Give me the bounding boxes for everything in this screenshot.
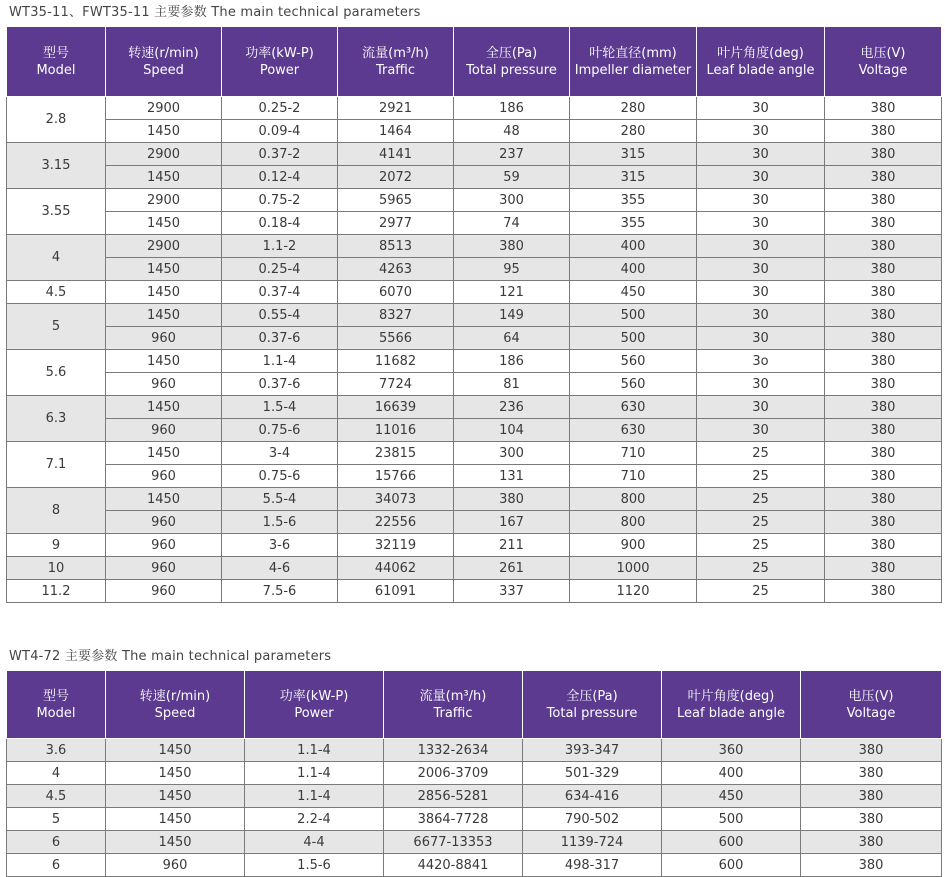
table-cell: 5.5-4: [222, 488, 338, 511]
table-cell: 1.1-4: [245, 739, 384, 762]
table-cell: 380: [825, 465, 942, 488]
table-row: [7, 557, 942, 580]
table-cell: 380: [825, 143, 942, 166]
table-cell: 1450: [106, 808, 245, 831]
table-row: [7, 511, 942, 534]
table-cell: 450: [662, 785, 801, 808]
table-cell: 1120: [570, 580, 697, 603]
table-cell: 800: [570, 511, 697, 534]
table-cell: 380: [801, 854, 942, 877]
table-row: [7, 327, 942, 350]
table-cell: 30: [697, 235, 825, 258]
table-cell: 25: [697, 488, 825, 511]
header-cell: [454, 27, 570, 97]
table-cell: 30: [697, 212, 825, 235]
table-cell: 167: [454, 511, 570, 534]
table-cell: 500: [662, 808, 801, 831]
table-cell: 380: [825, 258, 942, 281]
table-cell: 131: [454, 465, 570, 488]
table-cell: 2900: [106, 143, 222, 166]
table-cell: 0.37-6: [222, 373, 338, 396]
table-row: [7, 831, 942, 854]
table-cell: 380: [454, 235, 570, 258]
table-cell: 400: [662, 762, 801, 785]
table-cell: 380: [825, 235, 942, 258]
table-cell: 630: [570, 419, 697, 442]
table-row: [7, 785, 942, 808]
table-cell: 380: [825, 373, 942, 396]
header-en-label: Impeller diameter: [574, 62, 692, 78]
table-cell: 25: [697, 442, 825, 465]
table-cell: 186: [454, 97, 570, 120]
model-cell: 4: [7, 235, 106, 281]
table-cell: 0.18-4: [222, 212, 338, 235]
table-cell: 2900: [106, 189, 222, 212]
model-cell: 9: [7, 534, 106, 557]
table-cell: 30: [697, 281, 825, 304]
table-cell: 23815: [338, 442, 454, 465]
table-cell: 1450: [106, 281, 222, 304]
header-cell: [106, 671, 245, 739]
table-cell: 6: [7, 831, 106, 854]
table-cell: 4-6: [222, 557, 338, 580]
table-cell: 2977: [338, 212, 454, 235]
table-cell: 8327: [338, 304, 454, 327]
table-cell: 25: [697, 557, 825, 580]
table-cell: 315: [570, 166, 697, 189]
model-cell: 5.6: [7, 350, 106, 396]
table-cell: 0.75-6: [222, 419, 338, 442]
table-row: [7, 166, 942, 189]
table1-caption: WT35-11、FWT35-11 主要参数 The main technical parameters: [9, 5, 421, 20]
table-cell: 1.1-4: [245, 762, 384, 785]
table-cell: 710: [570, 442, 697, 465]
table-cell: 211: [454, 534, 570, 557]
header-en-label: Traffic: [375, 62, 416, 78]
table-cell: 3-6: [222, 534, 338, 557]
header-cn-label: 流量(m³/h): [362, 45, 429, 61]
table-cell: 1450: [106, 166, 222, 189]
table-cell: 149: [454, 304, 570, 327]
table-row: [7, 762, 942, 785]
table-cell: 600: [662, 854, 801, 877]
table-row: [7, 739, 942, 762]
table-cell: 0.75-2: [222, 189, 338, 212]
table-cell: 2900: [106, 235, 222, 258]
table-cell: 300: [454, 189, 570, 212]
table-cell: 0.09-4: [222, 120, 338, 143]
header-cn-label: 电压(V): [860, 45, 906, 61]
table-cell: 22556: [338, 511, 454, 534]
table-cell: 560: [570, 350, 697, 373]
table-row: [7, 258, 942, 281]
table-cell: 74: [454, 212, 570, 235]
table-cell: 4263: [338, 258, 454, 281]
table-cell: 4141: [338, 143, 454, 166]
table-cell: 6677-13353: [384, 831, 523, 854]
table-cell: 237: [454, 143, 570, 166]
table-cell: 1450: [106, 739, 245, 762]
table-cell: 380: [825, 97, 942, 120]
table-cell: 1450: [106, 396, 222, 419]
header-cell: [384, 671, 523, 739]
header-cn-label: 全压(Pa): [485, 45, 538, 61]
table-cell: 16639: [338, 396, 454, 419]
table-row: [7, 189, 942, 212]
table-cell: 630: [570, 396, 697, 419]
table-cell: 30: [697, 120, 825, 143]
table-cell: 450: [570, 281, 697, 304]
table-cell: 960: [106, 580, 222, 603]
table-cell: 104: [454, 419, 570, 442]
table-cell: 3-4: [222, 442, 338, 465]
table-cell: 7.5-6: [222, 580, 338, 603]
table-cell: 30: [697, 189, 825, 212]
header-cell: [697, 27, 825, 97]
header-en-label: Voltage: [858, 62, 908, 78]
table-cell: 25: [697, 534, 825, 557]
table-row: [7, 281, 942, 304]
header-cn-label: 转速(r/min): [139, 688, 211, 704]
table-cell: 380: [801, 762, 942, 785]
table-cell: 30: [697, 143, 825, 166]
table-cell: 800: [570, 488, 697, 511]
header-en-label: Total pressure: [466, 62, 557, 78]
table-cell: 4-4: [245, 831, 384, 854]
table-cell: 380: [825, 557, 942, 580]
table-cell: 380: [825, 350, 942, 373]
table-row: [7, 442, 942, 465]
header-cell: [245, 671, 384, 739]
table-cell: 30: [697, 419, 825, 442]
table-row: [7, 304, 942, 327]
table-cell: 1.5-6: [245, 854, 384, 877]
table-cell: 380: [825, 534, 942, 557]
header-en-label: Voltage: [846, 705, 896, 721]
table-cell: 500: [570, 327, 697, 350]
table-row: [7, 396, 942, 419]
header-cn-label: 型号: [42, 688, 69, 704]
table-row: [7, 143, 942, 166]
table-row: [7, 350, 942, 373]
header-cn-label: 全压(Pa): [566, 688, 618, 704]
model-cell: 7.1: [7, 442, 106, 488]
header-en-label: Model: [36, 62, 76, 78]
header-cell: [338, 27, 454, 97]
table-cell: 380: [454, 488, 570, 511]
table-cell: 960: [106, 465, 222, 488]
table-cell: 380: [825, 396, 942, 419]
table-cell: 5566: [338, 327, 454, 350]
header-cn-label: 叶轮直径(mm): [589, 45, 677, 61]
header-cn-label: 电压(V): [848, 688, 894, 704]
table-cell: 1.1-4: [245, 785, 384, 808]
table-row: [7, 373, 942, 396]
table-cell: 0.37-4: [222, 281, 338, 304]
table-cell: 380: [825, 212, 942, 235]
table-cell: 960: [106, 854, 245, 877]
table-cell: 44062: [338, 557, 454, 580]
table-cell: 25: [697, 511, 825, 534]
header-cn-label: 型号: [42, 45, 69, 61]
header-en-label: Total pressure: [546, 705, 638, 721]
table-cell: 380: [825, 488, 942, 511]
table-cell: 11016: [338, 419, 454, 442]
table-cell: 400: [570, 258, 697, 281]
table-cell: 1450: [106, 212, 222, 235]
header-cell: [7, 27, 106, 97]
table-cell: 380: [801, 831, 942, 854]
table-cell: 380: [825, 189, 942, 212]
table-cell: 380: [825, 120, 942, 143]
table-cell: 1139-724: [523, 831, 662, 854]
model-cell: 4.5: [7, 281, 106, 304]
model-cell: 3.55: [7, 189, 106, 235]
table-cell: 1450: [106, 488, 222, 511]
table-cell: 1464: [338, 120, 454, 143]
table-cell: 48: [454, 120, 570, 143]
wt4-72-parameters-table: [6, 670, 942, 877]
table-cell: 380: [825, 304, 942, 327]
table-cell: 1450: [106, 785, 245, 808]
table-row: [7, 419, 942, 442]
header-cn-label: 功率(kW-P): [279, 688, 349, 704]
table-cell: 4420-8841: [384, 854, 523, 877]
table-cell: 15766: [338, 465, 454, 488]
table-cell: 380: [825, 281, 942, 304]
table-cell: 315: [570, 143, 697, 166]
header-cell: [570, 27, 697, 97]
table-cell: 0.75-6: [222, 465, 338, 488]
table-cell: 30: [697, 166, 825, 189]
model-cell: 2.8: [7, 97, 106, 143]
table-cell: 0.37-2: [222, 143, 338, 166]
model-cell: 3.15: [7, 143, 106, 189]
table-cell: 1450: [106, 350, 222, 373]
header-cell: [523, 671, 662, 739]
table-cell: 1.1-4: [222, 350, 338, 373]
table-cell: 8513: [338, 235, 454, 258]
header-cell: [222, 27, 338, 97]
table-cell: 1.5-6: [222, 511, 338, 534]
table-cell: 1000: [570, 557, 697, 580]
table-cell: 380: [825, 419, 942, 442]
table-row: [7, 808, 942, 831]
header-en-label: Power: [294, 705, 334, 721]
header-en-label: Speed: [143, 62, 184, 78]
table-cell: 1450: [106, 831, 245, 854]
table-cell: 1450: [106, 258, 222, 281]
header-cn-label: 流量(m³/h): [419, 688, 487, 704]
table-cell: 0.25-2: [222, 97, 338, 120]
table-cell: 30: [697, 396, 825, 419]
header-cn-label: 转速(r/min): [128, 45, 199, 61]
table-cell: 81: [454, 373, 570, 396]
table-cell: 393-347: [523, 739, 662, 762]
table-row: [7, 120, 942, 143]
table-row: [7, 580, 942, 603]
table-row: [7, 465, 942, 488]
header-cell: [801, 671, 942, 739]
table-cell: 0.12-4: [222, 166, 338, 189]
table-cell: 1450: [106, 304, 222, 327]
table-cell: 280: [570, 97, 697, 120]
header-cell: [825, 27, 942, 97]
table-cell: 960: [106, 419, 222, 442]
table-cell: 400: [570, 235, 697, 258]
table-cell: 11682: [338, 350, 454, 373]
table-cell: 2072: [338, 166, 454, 189]
table-cell: 2006-3709: [384, 762, 523, 785]
table-row: [7, 97, 942, 120]
table-cell: 380: [825, 442, 942, 465]
table-cell: 30: [697, 304, 825, 327]
header-en-label: Leaf blade angle: [677, 705, 785, 721]
table-cell: 3.6: [7, 739, 106, 762]
header-cell: [106, 27, 222, 97]
wt35-11-parameters-table: [6, 26, 942, 603]
table-cell: 25: [697, 465, 825, 488]
table-row: [7, 488, 942, 511]
header-cn-label: 叶片角度(deg): [687, 688, 775, 704]
table-cell: 2921: [338, 97, 454, 120]
table-cell: 95: [454, 258, 570, 281]
table-cell: 0.25-4: [222, 258, 338, 281]
model-cell: 5: [7, 304, 106, 350]
table-cell: 380: [801, 785, 942, 808]
table-cell: 900: [570, 534, 697, 557]
table-cell: 2900: [106, 97, 222, 120]
table-cell: 498-317: [523, 854, 662, 877]
table-cell: 5: [7, 808, 106, 831]
table-cell: 355: [570, 189, 697, 212]
table-cell: 59: [454, 166, 570, 189]
table-cell: 61091: [338, 580, 454, 603]
table-cell: 0.37-6: [222, 327, 338, 350]
table-cell: 1450: [106, 120, 222, 143]
table-row: [7, 235, 942, 258]
table-cell: 337: [454, 580, 570, 603]
table-cell: 30: [697, 97, 825, 120]
table-cell: 3864-7728: [384, 808, 523, 831]
model-cell: 10: [7, 557, 106, 580]
table-cell: 1450: [106, 442, 222, 465]
header-cell: [662, 671, 801, 739]
table-cell: 1.5-4: [222, 396, 338, 419]
table-cell: 186: [454, 350, 570, 373]
table-cell: 3o: [697, 350, 825, 373]
model-cell: 6.3: [7, 396, 106, 442]
table-cell: 6070: [338, 281, 454, 304]
table-cell: 2856-5281: [384, 785, 523, 808]
table-cell: 501-329: [523, 762, 662, 785]
header-en-label: Speed: [154, 705, 196, 721]
table-cell: 30: [697, 327, 825, 350]
table-cell: 280: [570, 120, 697, 143]
table-cell: 4: [7, 762, 106, 785]
table-cell: 380: [825, 511, 942, 534]
table-cell: 960: [106, 557, 222, 580]
table-cell: 960: [106, 327, 222, 350]
table-cell: 7724: [338, 373, 454, 396]
header-cell: [7, 671, 106, 739]
table-cell: 1450: [106, 762, 245, 785]
table-cell: 1.1-2: [222, 235, 338, 258]
table-cell: 360: [662, 739, 801, 762]
table-cell: 6: [7, 854, 106, 877]
table-cell: 121: [454, 281, 570, 304]
table-cell: 236: [454, 396, 570, 419]
table-row: [7, 854, 942, 877]
table-row: [7, 534, 942, 557]
header-en-label: Traffic: [433, 705, 473, 721]
table-cell: 0.55-4: [222, 304, 338, 327]
table-cell: 30: [697, 258, 825, 281]
table-cell: 380: [825, 327, 942, 350]
table-cell: 380: [801, 739, 942, 762]
table-cell: 261: [454, 557, 570, 580]
table-cell: 380: [801, 808, 942, 831]
table-cell: 500: [570, 304, 697, 327]
table-cell: 790-502: [523, 808, 662, 831]
table-cell: 25: [697, 580, 825, 603]
table-cell: 64: [454, 327, 570, 350]
table-cell: 34073: [338, 488, 454, 511]
table-cell: 5965: [338, 189, 454, 212]
table-cell: 380: [825, 166, 942, 189]
table-cell: 600: [662, 831, 801, 854]
table-cell: 960: [106, 511, 222, 534]
table2-caption: WT4-72 主要参数 The main technical parameters: [9, 649, 332, 664]
table-cell: 355: [570, 212, 697, 235]
header-en-label: Model: [36, 705, 76, 721]
table-cell: 32119: [338, 534, 454, 557]
header-cn-label: 功率(kW-P): [245, 45, 314, 61]
model-cell: 11.2: [7, 580, 106, 603]
table-cell: 710: [570, 465, 697, 488]
header-en-label: Power: [259, 62, 300, 78]
header-en-label: Leaf blade angle: [706, 62, 815, 78]
table-cell: 30: [697, 373, 825, 396]
model-cell: 8: [7, 488, 106, 534]
table-cell: 634-416: [523, 785, 662, 808]
header-cn-label: 叶片角度(deg): [717, 45, 804, 61]
table-cell: 1332-2634: [384, 739, 523, 762]
table-cell: 560: [570, 373, 697, 396]
table-cell: 300: [454, 442, 570, 465]
table-cell: 4.5: [7, 785, 106, 808]
table-cell: 380: [825, 580, 942, 603]
table-cell: 960: [106, 373, 222, 396]
table-row: [7, 212, 942, 235]
table-cell: 960: [106, 534, 222, 557]
table-cell: 2.2-4: [245, 808, 384, 831]
